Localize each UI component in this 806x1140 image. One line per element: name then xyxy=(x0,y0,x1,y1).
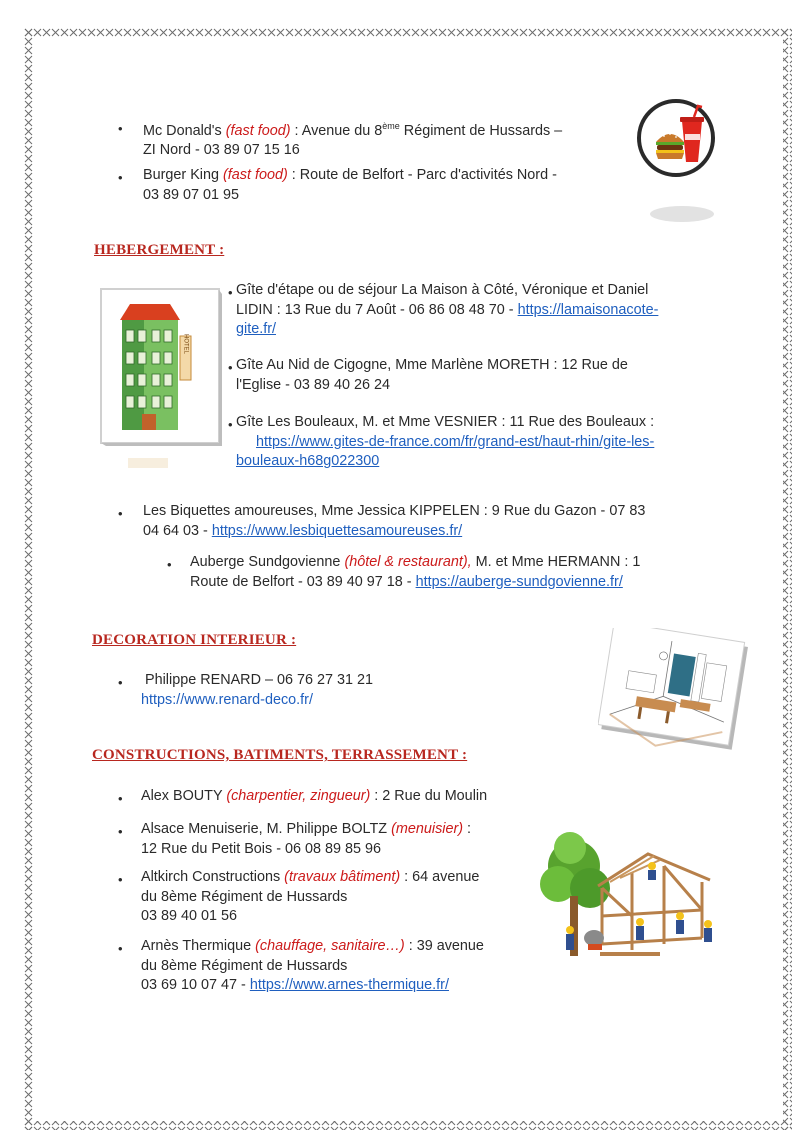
link-arnes-thermique[interactable]: https://www.arnes-thermique.fr/ xyxy=(249,977,449,993)
list-item-altkirch: Altkirch Constructions (travaux bâtiment) : 64 avenue du 8ème Régiment de Hussards 03 89 40 01 56 xyxy=(141,869,480,924)
bullet: • xyxy=(118,675,123,690)
bullet: • xyxy=(118,941,123,956)
list-item-burgerking: Burger King (fast food) : Route de Belfort - Parc d'activités Nord - 03 89 07 01 95 xyxy=(143,167,557,203)
list-item-arnes: Arnès Thermique (chauffage, sanitaire…) : 39 avenue du 8ème Régiment de Hussards 03 69 10 07 47 - https://www.arnes-thermique.fr/ xyxy=(141,938,484,993)
fastfood-icon xyxy=(636,96,718,231)
construction-illustration xyxy=(540,826,728,979)
link-gites-de-france-cont[interactable]: bouleaux-h68g022300 xyxy=(236,453,380,469)
bullet: • xyxy=(118,791,123,806)
bullet: • xyxy=(118,121,123,136)
bullet: • xyxy=(118,872,123,887)
bullet: • xyxy=(118,824,123,839)
section-heading-decoration: DECORATION INTERIEUR : xyxy=(92,632,297,648)
list-item-boltz: Alsace Menuiserie, M. Philippe BOLTZ (menuisier) : 12 Rue du Petit Bois - 06 08 89 85 96 xyxy=(141,821,472,857)
hotel-sign: HOTEL xyxy=(182,333,189,355)
list-item-gite-maison-a-cote: Gîte d'étape ou de séjour La Maison à Côté, Véronique et Daniel LIDIN : 13 Rue du 7 Août - 06 86 08 48 70 - https://lamaisonacote- gite.fr/ xyxy=(236,282,659,337)
link-renard-deco[interactable]: https://www.renard-deco.fr/ xyxy=(141,691,313,708)
bullet: • xyxy=(228,285,233,300)
bullet: • xyxy=(118,170,123,185)
list-item-biquettes: Les Biquettes amoureuses, Mme Jessica KIPPELEN : 9 Rue du Gazon - 07 83 04 64 03 - https://www.lesbiquettesamoureuses.fr/ xyxy=(143,503,646,539)
bullet: • xyxy=(167,557,172,572)
list-item-renard: Philippe RENARD – 06 76 27 31 21 https://www.renard-deco.fr/ xyxy=(141,672,373,708)
section-heading-hebergement: HEBERGEMENT : xyxy=(94,242,225,258)
list-item-auberge: Auberge Sundgovienne (hôtel & restaurant), M. et Mme HERMANN : 1 Route de Belfort - 03 89 40 97 18 - https://auberge-sundgovienne.fr/ xyxy=(190,554,641,590)
section-heading-constructions: CONSTRUCTIONS, BATIMENTS, TERRASSEMENT : xyxy=(92,747,468,763)
link-lamaisonacote[interactable]: https://lamaisonacote- xyxy=(517,301,659,318)
list-item-mcdonalds: Mc Donald's (fast food) : Avenue du 8ème Régiment de Hussards – ZI Nord - 03 89 07 15 16 xyxy=(143,121,563,159)
link-gites-de-france[interactable]: https://www.gites-de-france.com/fr/grand-est/haut-rhin/gite-les- xyxy=(256,433,655,450)
list-item-bouty: Alex BOUTY (charpentier, zingueur) : 2 Rue du Moulin xyxy=(141,788,488,804)
link-auberge[interactable]: https://auberge-sundgovienne.fr/ xyxy=(415,573,623,590)
bullet: • xyxy=(118,506,123,521)
list-item-gite-bouleaux: Gîte Les Bouleaux, M. et Mme VESNIER : 11 Rue des Bouleaux : https://www.gites-de-france.com/fr/grand-est/haut-rhin/gite-les- bouleaux-h68g022300 xyxy=(236,414,655,469)
interior-illustration xyxy=(598,628,750,761)
link-lesbiquettes[interactable]: https://www.lesbiquettesamoureuses.fr/ xyxy=(211,522,463,539)
hotel-illustration xyxy=(98,286,222,483)
link-lamaisonacote-cont[interactable]: gite.fr/ xyxy=(236,321,276,337)
bullet: • xyxy=(228,417,233,432)
list-item-gite-nid-cigogne: Gîte Au Nid de Cigogne, Mme Marlène MORETH : 12 Rue de l'Eglise - 03 89 40 26 24 xyxy=(236,357,628,393)
bullet: • xyxy=(228,360,233,375)
